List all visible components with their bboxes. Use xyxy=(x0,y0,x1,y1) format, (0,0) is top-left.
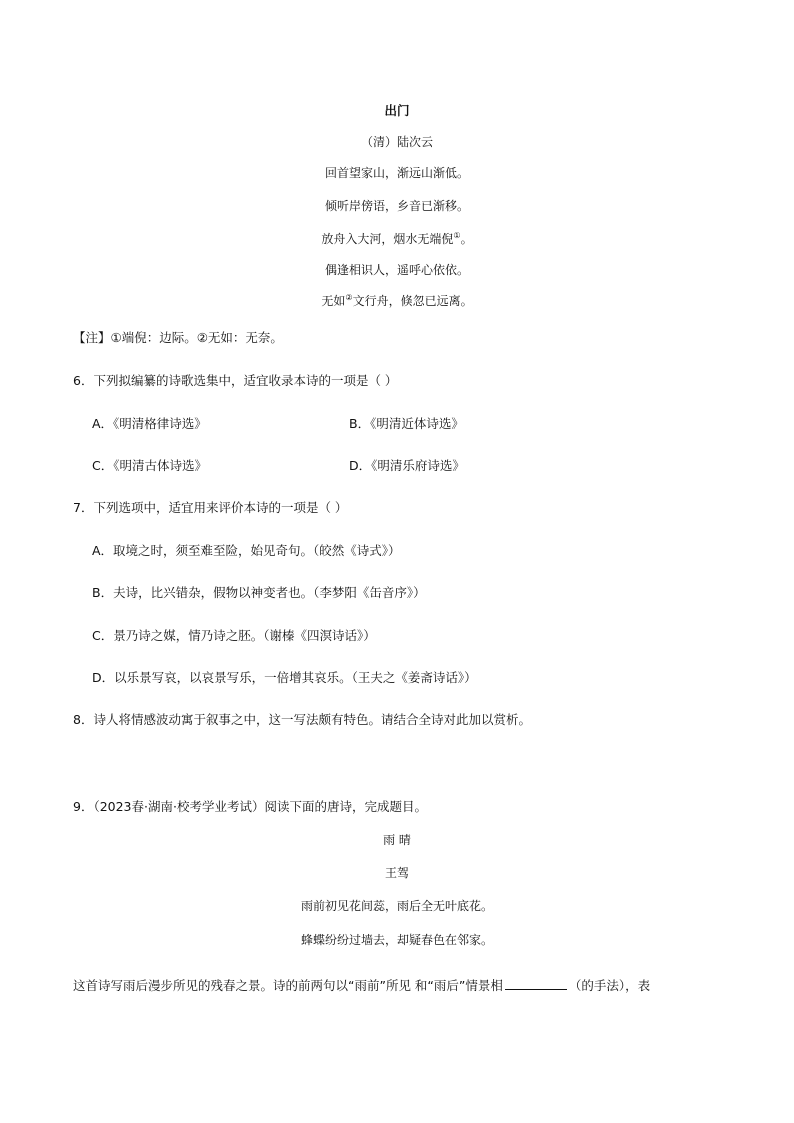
poem1-author: （清）陆次云 xyxy=(360,135,433,149)
q6-option-a: A．《明清格律诗选》 xyxy=(92,416,207,431)
poem1-line-3-text: 放舟入大河，烟水无端倪 xyxy=(321,232,454,246)
q9-stem: 9．（2023春·湖南·校考学业考试）阅读下面的唐诗，完成题目。 xyxy=(73,799,427,814)
q6-option-c: C．《明清古体诗选》 xyxy=(92,458,207,473)
q7-stem: 7．下列选项中，适宜用来评价本诗的一项是（ ） xyxy=(73,500,348,515)
poem2-title: 雨 晴 xyxy=(383,833,411,847)
q7-option-c: C．景乃诗之媒，情乃诗之胚。（谢榛《四溟诗话》） xyxy=(92,628,376,643)
poem1-line-3 xyxy=(0,231,794,247)
q6-option-d: D．《明清乐府诗选》 xyxy=(349,458,465,473)
q7-option-b: B．夫诗，比兴错杂，假物以神变者也。（李梦阳《缶音序》） xyxy=(92,585,426,600)
answer-blank[interactable] xyxy=(505,977,567,990)
note-mark-2: ② xyxy=(345,293,353,302)
poem1-line-5 xyxy=(0,293,794,309)
poem1-line-1: 回首望家山，渐远山渐低。 xyxy=(324,166,469,180)
final-text-before: 这首诗写雨后漫步所见的残春之景。诗的前两句以“雨前”所见 和“雨后”情景相 xyxy=(73,978,503,993)
poem2-line-1: 雨前初见花间蕊，雨后全无叶底花。 xyxy=(300,899,493,913)
poem2-line-2: 蜂蝶纷纷过墙去，却疑春色在邻家。 xyxy=(300,933,493,947)
poem1-title: 出门 xyxy=(384,103,410,118)
poem1-line-3-end: 。 xyxy=(460,232,473,246)
q7-option-a: A．取境之时，须至难至险，始见奇句。（皎然《诗式》） xyxy=(92,543,401,558)
q6-option-b: B．《明清近体诗选》 xyxy=(349,416,464,431)
poem1-line-5-b: 文行舟，倏忽已远离。 xyxy=(352,294,473,308)
poem1-line-2: 倾听岸傍语，乡音已渐移。 xyxy=(324,199,469,213)
q7-option-d: D．以乐景写哀，以哀景写乐，一倍增其哀乐。（王夫之《姜斋诗话》） xyxy=(92,670,477,685)
note-mark-1: ① xyxy=(453,231,461,240)
poem1-line-5-a: 无如 xyxy=(321,294,346,308)
poem1-line-4: 偶逢相识人，遥呼心依依。 xyxy=(324,263,469,277)
poem1-notes: 【注】①端倪：边际。②无如：无奈。 xyxy=(73,330,283,345)
q6-stem: 6．下列拟编纂的诗歌选集中，适宜收录本诗的一项是（ ） xyxy=(73,373,398,388)
final-text-after: （的手法），表 xyxy=(568,978,651,993)
poem2-author: 王驾 xyxy=(384,866,409,880)
final-paragraph xyxy=(73,977,650,994)
q8-stem: 8．诗人将情感波动寓于叙事之中，这一写法颇有特色。请结合全诗对此加以赏析。 xyxy=(73,712,531,727)
